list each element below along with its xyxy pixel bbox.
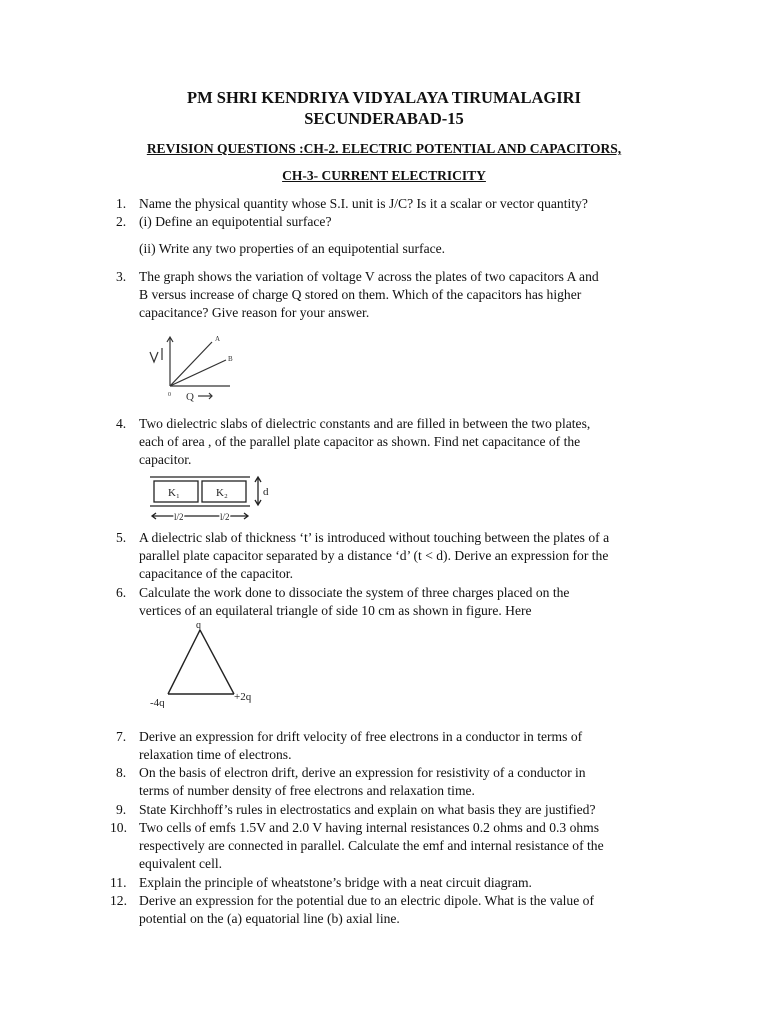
- question-number: 2.: [116, 214, 127, 229]
- question-text: vertices of an equilateral triangle of side 10 cm as shown in figure. Here: [139, 603, 532, 619]
- question-text: each of area , of the parallel plate capacitor as shown. Find net capacitance of the: [139, 434, 581, 450]
- plate-gap-label: d: [263, 486, 269, 498]
- question-text: Derive an expression for the potential due to an electric dipole. What is the value of: [139, 893, 594, 908]
- chapter-heading: CH-3- CURRENT ELECTRICITY: [282, 168, 486, 183]
- revision-heading: REVISION QUESTIONS :CH-2. ELECTRIC POTENTIAL AND CAPACITORS,: [146, 141, 622, 156]
- question-text: The graph shows the variation of voltage V across the plates of two capacitors A and: [139, 269, 599, 284]
- question-text: B versus increase of charge Q stored on them. Which of the capacitors has higher: [139, 287, 582, 303]
- question-number: 4.: [116, 416, 127, 431]
- school-name: PM SHRI KENDRIYA VIDYALAYA TIRUMALAGIRI: [187, 88, 581, 107]
- question-number: 10.: [110, 820, 127, 835]
- question-text: Explain the principle of wheatstone’s bridge with a neat circuit diagram.: [139, 875, 532, 890]
- question-number: 9.: [116, 802, 127, 817]
- question-text: Derive an expression for drift velocity of free electrons in a conductor in terms of: [139, 729, 583, 744]
- graph-origin-label: 0: [168, 392, 171, 398]
- question-text: A dielectric slab of thickness ‘t’ is introduced without touching between the plates of a: [139, 530, 610, 545]
- right-charge-label: +2q: [234, 691, 252, 703]
- question-number: 1.: [116, 196, 127, 211]
- question-text: terms of number density of free electrons and relaxation time.: [139, 783, 475, 799]
- slab-2-label: K₂: [216, 487, 228, 499]
- question-text: Two dielectric slabs of dielectric constants and are filled in between the two plates,: [139, 416, 591, 431]
- question-text: relaxation time of electrons.: [139, 747, 292, 763]
- question-number: 5.: [116, 530, 127, 545]
- question-text: capacitance? Give reason for your answer.: [139, 305, 370, 321]
- graph-line-a-label: A: [215, 335, 221, 343]
- question-text: (ii) Write any two properties of an equipotential surface.: [139, 241, 446, 256]
- left-charge-label: -4q: [150, 697, 165, 708]
- question-number: 8.: [116, 765, 127, 780]
- question-text: Calculate the work done to dissociate the system of three charges placed on the: [139, 585, 570, 600]
- slab-1-width-label: l/2: [174, 512, 184, 522]
- school-location: SECUNDERABAD-15: [304, 109, 464, 128]
- dielectric-slabs-figure: [148, 474, 278, 526]
- question-number: 12.: [110, 893, 127, 908]
- question-text: capacitor.: [139, 452, 192, 468]
- question-text: potential on the (a) equatorial line (b) axial line.: [139, 911, 400, 927]
- question-text: parallel plate capacitor separated by a distance ‘d’ (t < d). Derive an expression for the: [139, 548, 609, 564]
- question-number: 11.: [110, 875, 127, 890]
- question-number: 3.: [116, 269, 127, 284]
- graph-x-label: Q: [186, 391, 194, 402]
- charge-triangle-figure: [146, 616, 266, 708]
- question-text: (i) Define an equipotential surface?: [139, 214, 332, 229]
- question-text: equivalent cell.: [139, 856, 223, 872]
- question-text: respectively are connected in parallel. Calculate the emf and internal resistance of the: [139, 838, 604, 854]
- question-number: 6.: [116, 585, 127, 600]
- question-text: On the basis of electron drift, derive an expression for resistivity of a conductor in: [139, 765, 586, 780]
- question-text: Two cells of emfs 1.5V and 2.0 V having internal resistances 0.2 ohms and 0.3 ohms: [139, 820, 600, 835]
- slab-1-label: K₁: [168, 487, 180, 499]
- top-charge-label: q: [196, 620, 201, 631]
- question-text: Name the physical quantity whose S.I. unit is J/C? Is it a scalar or vector quantity?: [139, 196, 588, 211]
- question-number: 7.: [116, 729, 127, 744]
- graph-line-b-label: B: [228, 355, 233, 363]
- question-text: capacitance of the capacitor.: [139, 566, 293, 582]
- voltage-charge-graph: [140, 330, 250, 402]
- slab-2-width-label: l/2: [220, 512, 230, 522]
- question-text: State Kirchhoff’s rules in electrostatics and explain on what basis they are justified?: [139, 802, 596, 817]
